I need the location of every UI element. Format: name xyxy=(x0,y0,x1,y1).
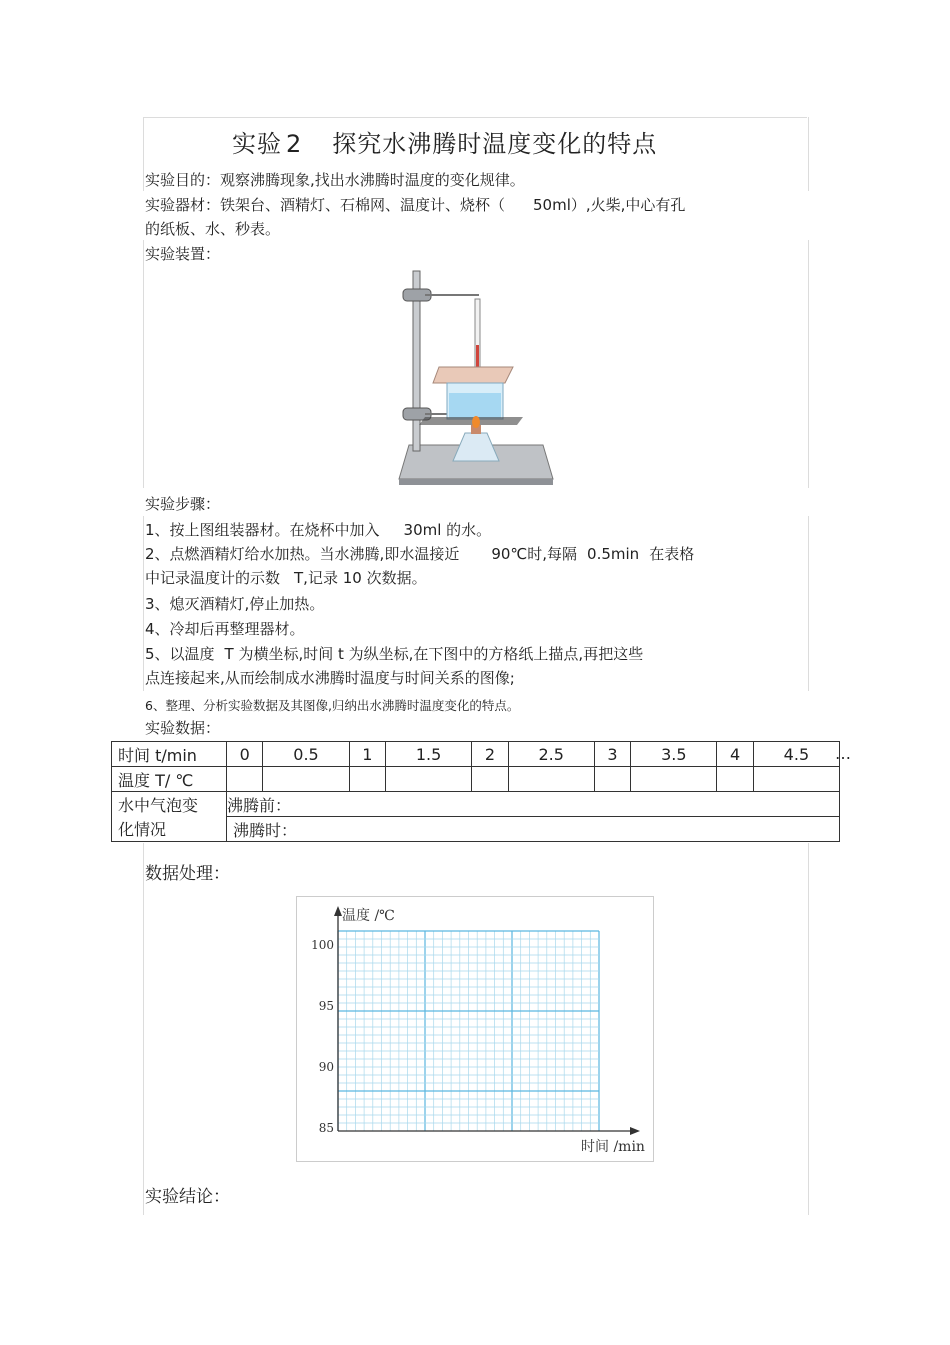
temp-cell[interactable] xyxy=(508,767,594,792)
temp-cell[interactable] xyxy=(594,767,630,792)
temp-cell[interactable] xyxy=(753,767,839,792)
bubble-during-row xyxy=(112,817,840,842)
alcohol-lamp xyxy=(453,433,499,461)
step-2: 2、点燃酒精灯给水加热。当水沸腾,即水温接近 90℃时,每隔 0.5min 在表格 xyxy=(145,545,695,563)
x-axis-label: 时间 /min xyxy=(581,1139,645,1155)
temp-cell[interactable] xyxy=(263,767,349,792)
time-cell: 0.5 xyxy=(263,742,349,767)
time-cell: 3.5 xyxy=(631,742,717,767)
temp-cell[interactable] xyxy=(386,767,472,792)
purpose-line: 实验目的：观察沸腾现象,找出水沸腾时温度的变化规律。 xyxy=(145,171,525,189)
apparatus-illustration xyxy=(395,265,555,487)
temp-cell[interactable] xyxy=(349,767,385,792)
before-boiling-label: 沸腾前： xyxy=(227,795,292,815)
step-3: 3、熄灭酒精灯,停止加热。 xyxy=(145,595,325,613)
page-title: 实验 2 探究水沸腾时温度变化的特点 xyxy=(232,130,658,158)
y-tick-label: 90 xyxy=(318,1060,334,1074)
temp-row xyxy=(112,767,840,792)
temperature-time-chart xyxy=(296,896,654,1162)
time-cell: 1 xyxy=(349,742,385,767)
during-boiling-cell[interactable] xyxy=(227,817,840,842)
chart-frame xyxy=(297,897,654,1162)
step-4: 4、冷却后再整理器材。 xyxy=(145,620,305,638)
time-cell: 4.5 xyxy=(753,742,839,767)
time-header: 时间 t/min xyxy=(112,742,227,767)
bubble-label-2: 化情况 xyxy=(112,817,227,842)
data-label: 实验数据： xyxy=(145,719,221,737)
temp-cell[interactable] xyxy=(472,767,508,792)
temp-cell[interactable] xyxy=(227,767,263,792)
conclusion-label: 实验结论： xyxy=(145,1187,230,1207)
before-boiling-cell[interactable] xyxy=(227,792,840,817)
step-5-line-2: 点连接起来,从而绘制成水沸腾时温度与时间关系的图像; xyxy=(145,669,515,687)
bubble-label-1: 水中气泡变 xyxy=(112,792,227,817)
processing-label: 数据处理： xyxy=(145,864,230,884)
step-2-line-2: 中记录温度计的示数 T,记录 10 次数据。 xyxy=(145,569,427,587)
time-cell: 0 xyxy=(227,742,263,767)
y-axis-label: 温度 /℃ xyxy=(342,908,395,924)
temp-cell[interactable] xyxy=(631,767,717,792)
bubble-before-row xyxy=(112,792,840,817)
steps-label: 实验步骤： xyxy=(145,495,221,513)
cardboard xyxy=(433,367,513,383)
temp-cell[interactable] xyxy=(717,767,753,792)
data-table xyxy=(111,741,840,842)
step-6: 6、整理、分析实验数据及其图像,归纳出水沸腾时温度变化的特点。 xyxy=(145,698,520,713)
time-row xyxy=(112,742,840,767)
step-5: 5、以温度 T 为横坐标,时间 t 为纵坐标,在下图中的方格纸上描点,再把这些 xyxy=(145,645,644,663)
wire-gauze xyxy=(419,417,523,425)
y-tick-label: 85 xyxy=(318,1121,334,1135)
step-1: 1、按上图组装器材。在烧杯中加入 30ml 的水。 xyxy=(145,521,492,539)
more-columns-ellipsis: … xyxy=(835,744,851,763)
during-boiling-label: 沸腾时： xyxy=(233,820,298,840)
equipment-line-2: 的纸板、水、秒表。 xyxy=(145,220,281,238)
equipment-line-1: 实验器材：铁架台、酒精灯、石棉网、温度计、烧杯（ 50ml）,火柴,中心有孔 xyxy=(145,196,686,214)
temp-header: 温度 T/ ℃ xyxy=(112,767,227,792)
time-cell: 4 xyxy=(717,742,753,767)
y-tick-label: 100 xyxy=(311,938,334,952)
time-cell: 2 xyxy=(472,742,508,767)
apparatus-label: 实验装置： xyxy=(145,245,221,263)
time-cell: 3 xyxy=(594,742,630,767)
y-tick-label: 95 xyxy=(318,999,334,1013)
time-cell: 1.5 xyxy=(386,742,472,767)
time-cell: 2.5 xyxy=(508,742,594,767)
